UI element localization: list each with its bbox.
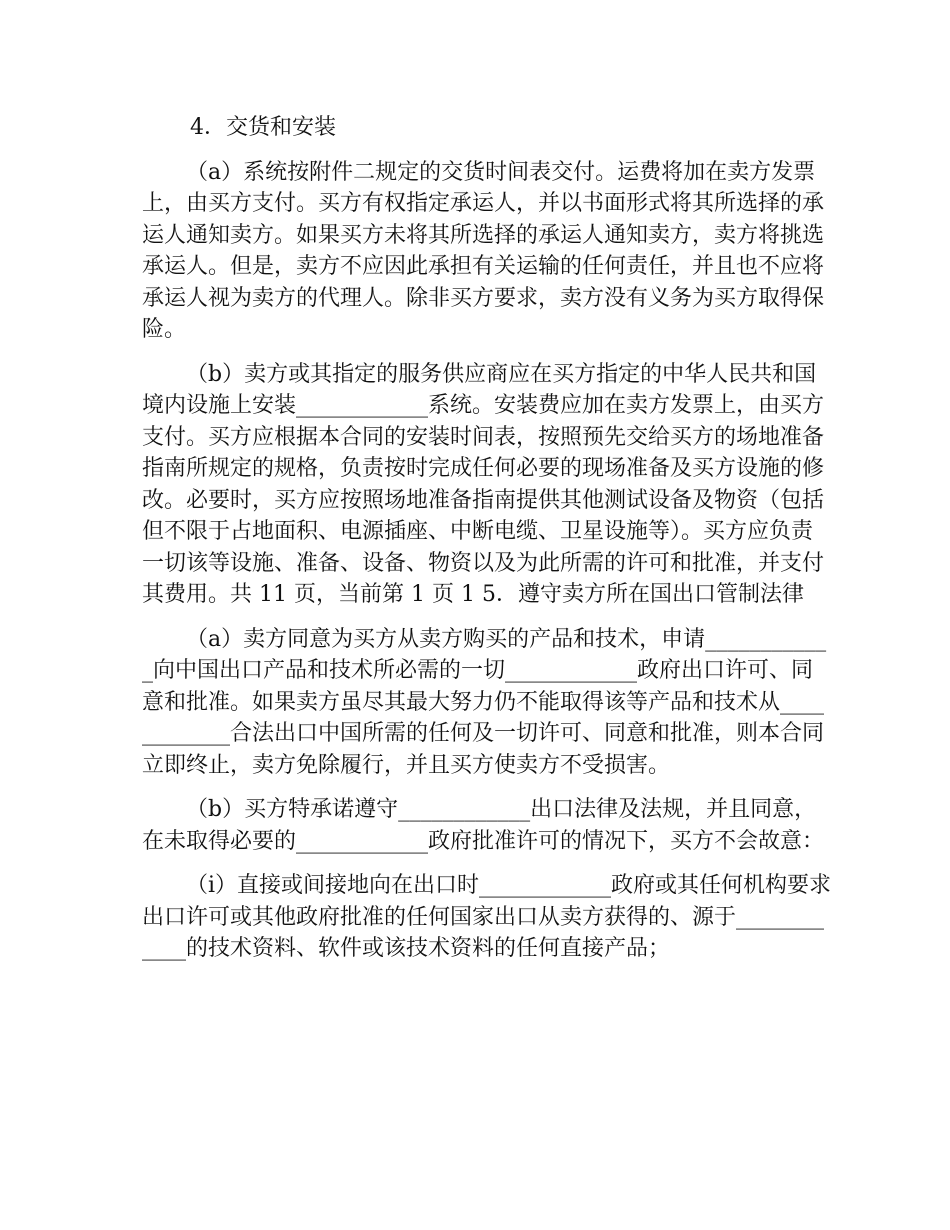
document-page xyxy=(142,112,832,978)
paragraph-installation-b: （b）卖方或其指定的服务供应商应在买方指定的中华人民共和国境内设施上安装____________系统。安装费应加在卖方发票上，由买方支付。买方应根据本合同的安装时间表，按照预先交给买方的场地准备指南所规定的规格，负责按时完成任何必要的现场准备及买方设施的修改。必要时，买方应按照场地准备指南提供其他测试设备及物资（包括但不限于占地面积、电源插座、中断电缆、卫星设施等）。买方应负责一切该等设施、准备、设备、物资以及为此所需的许可和批准，并支付其费用。共 11 页，当前第 1 页 1 5．遵守卖方所在国出口管制法律 xyxy=(142,361,825,607)
paragraph-delivery-a: （a）系统按附件二规定的交货时间表交付。运费将加在卖方发票上，由买方支付。买方有权指定承运人，并以书面形式将其所选择的承运人通知卖方。如果买方未将其所选择的承运人通知卖方，卖方将挑选承运人。但是，卖方不应因此承担有关运输的任何责任，并且也不应将承运人视为卖方的代理人。除非买方要求，卖方没有义务为买方取得保险。 xyxy=(142,159,825,342)
paragraph-export-license-a: （a）卖方同意为买方从卖方购买的产品和技术，申请____________向中国出口产品和技术所必需的一切____________政府出口许可、同意和批准。如果卖方虽尽其最大努力仍不能取得该等产品和技术从____________合法出口中国所需的任何及一切许可、同意和批准，则本合同立即终止，卖方免除履行，并且买方使卖方不受损害。 xyxy=(142,626,827,778)
paragraph-export-compliance-b: （b）买方特承诺遵守____________出口法律及法规，并且同意，在未取得必要的____________政府批准许可的情况下，买方不会故意： xyxy=(142,797,825,854)
paragraph-export-restriction-i: （i）直接或间接地向在出口时____________政府或其任何机构要求出口许可或其他政府批准的任何国家出口从卖方获得的、源于____________的技术资料、软件或该技术资料的任何直接产品； xyxy=(142,873,832,961)
section-heading: 4．交货和安装 xyxy=(190,115,336,140)
